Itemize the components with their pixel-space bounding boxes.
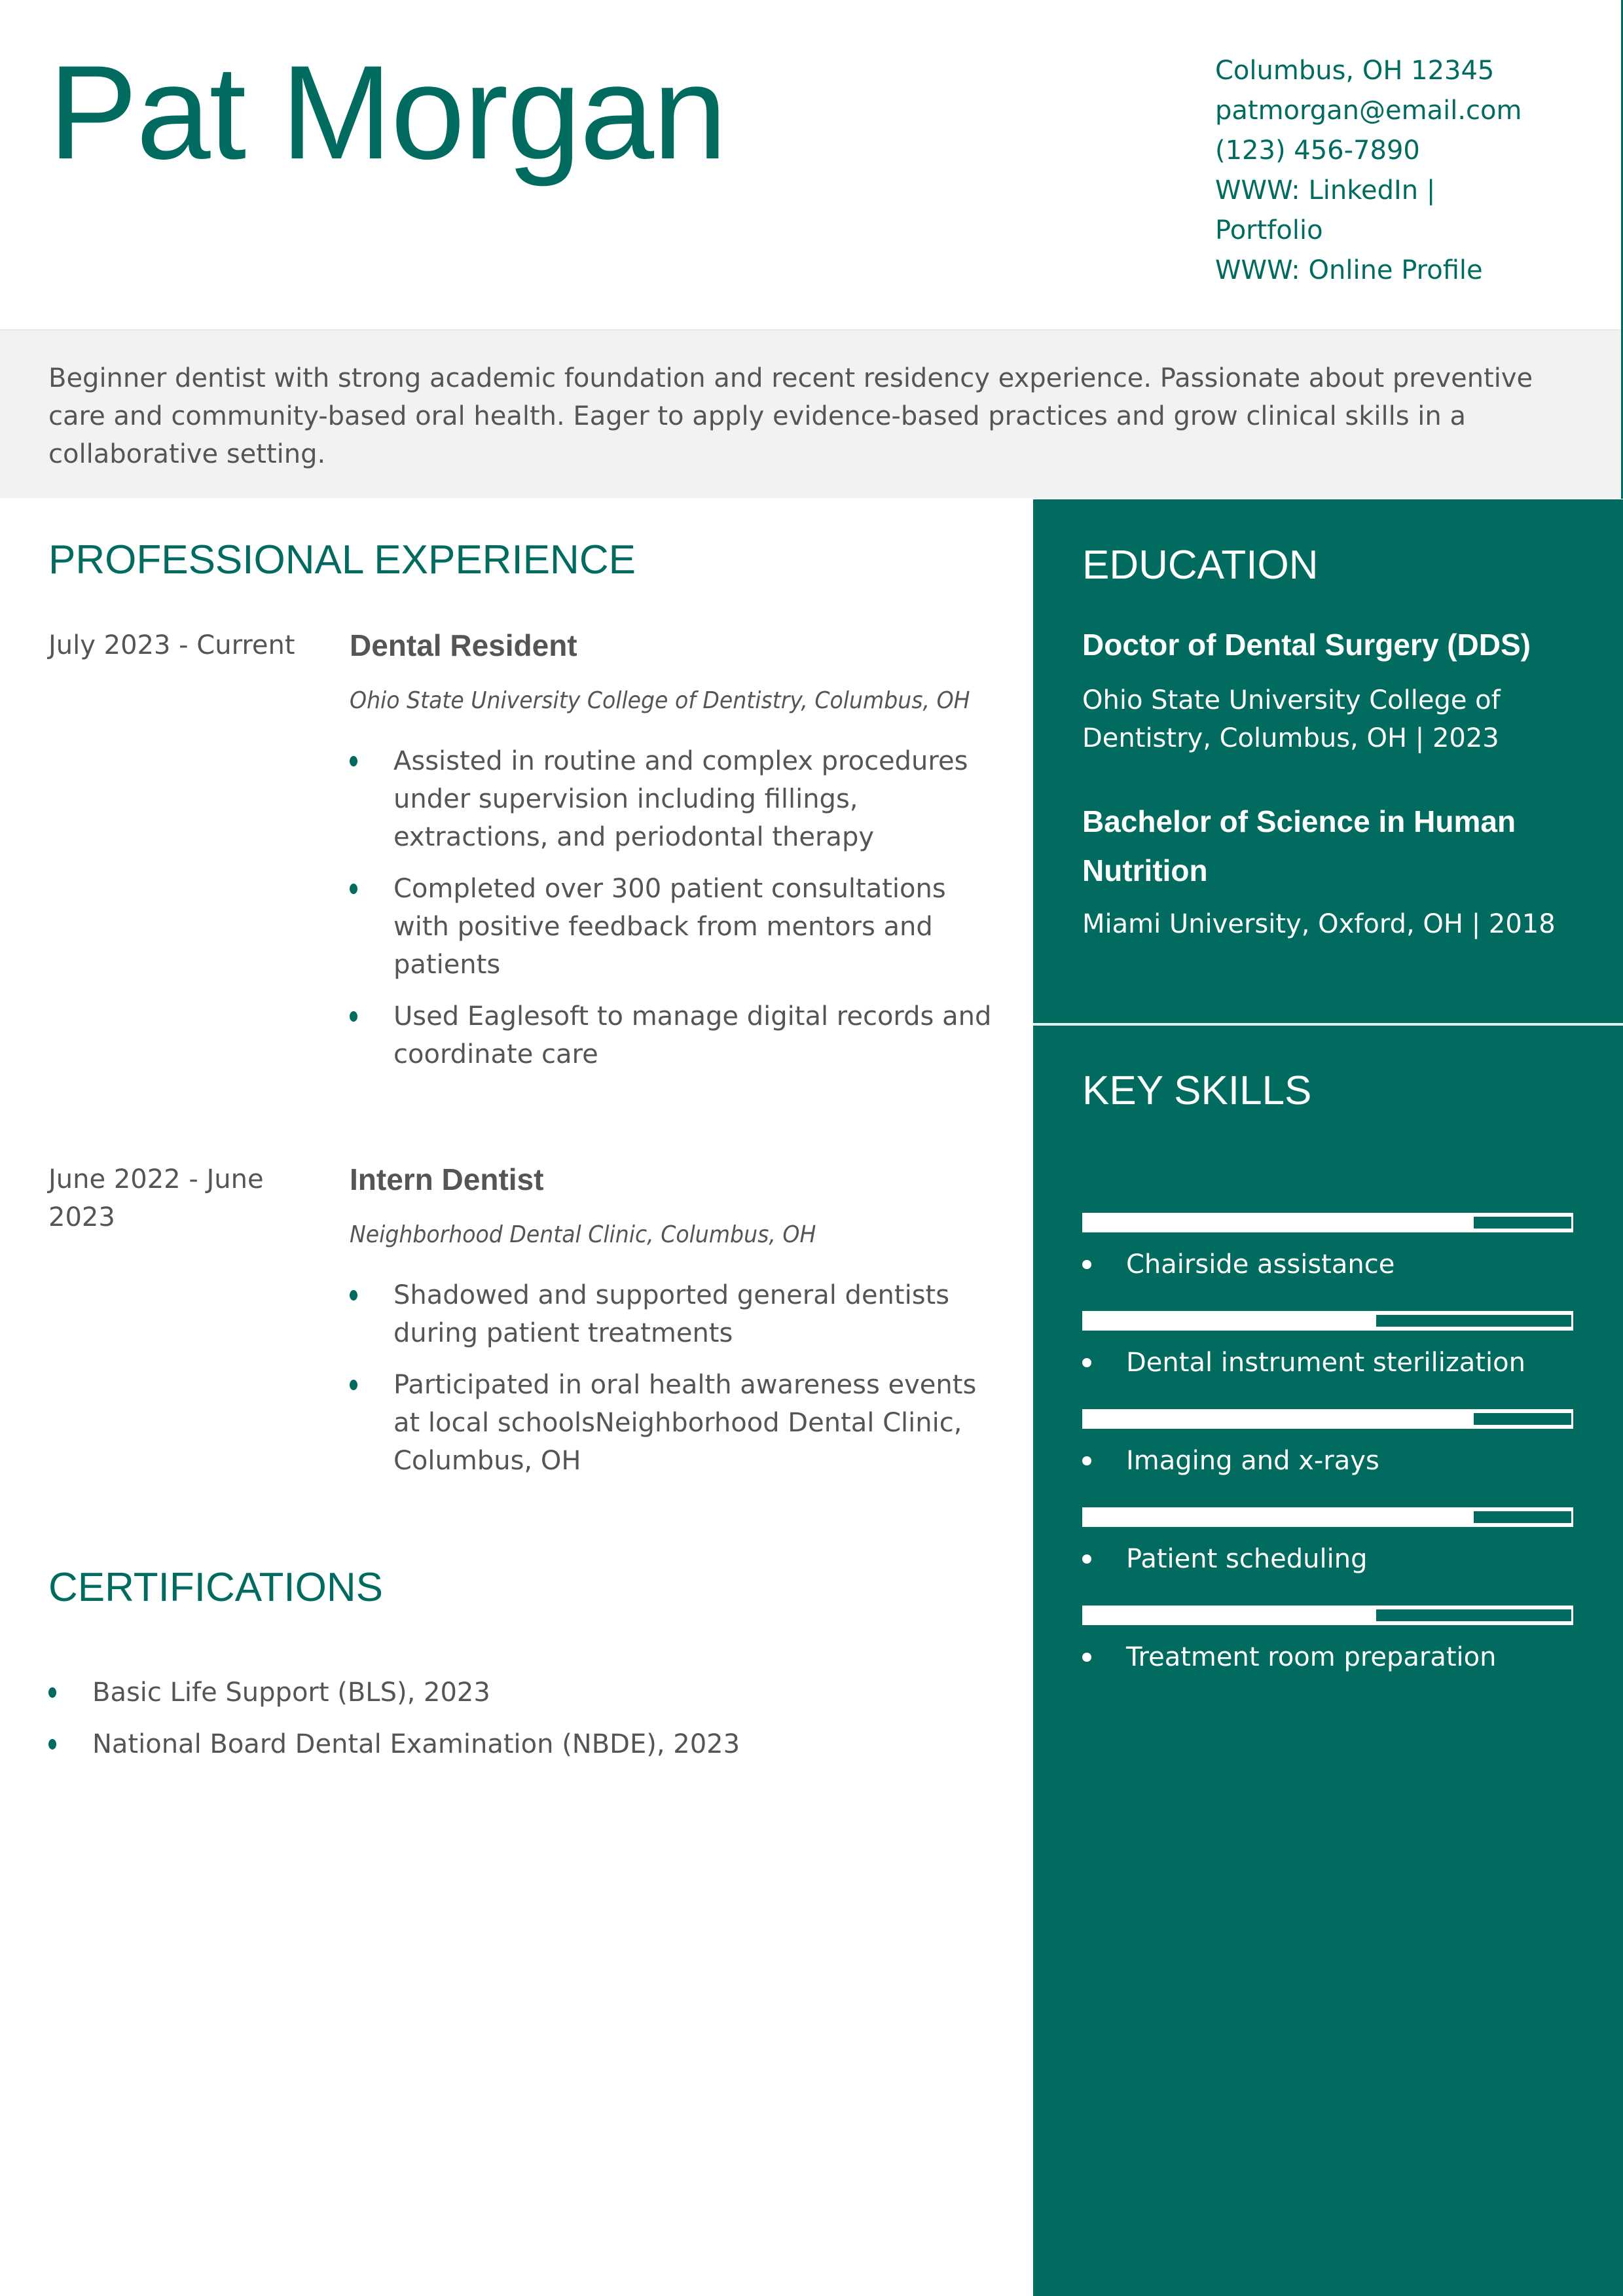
skill-level-remaining	[1376, 1315, 1571, 1327]
summary-section	[0, 329, 1621, 498]
job-organization: Neighborhood Dental Clinic, Columbus, OH	[350, 1221, 816, 1248]
bullet-icon	[350, 884, 357, 894]
job-bullet	[350, 1366, 1004, 1480]
education-degree: Bachelor of Science in Human Nutrition	[1082, 804, 1516, 888]
education-heading: EDUCATION	[1082, 543, 1319, 588]
contact-email[interactable]: patmorgan@email.com	[1215, 96, 1522, 126]
skill-name: Patient scheduling	[1126, 1544, 1368, 1574]
bullet-text: Participated in oral health awareness events at local schoolsNeighborhood Dental Clinic, Columbus, OH	[393, 1370, 977, 1477]
bullet-icon	[350, 756, 357, 766]
skills-heading: KEY SKILLS	[1082, 1068, 1312, 1113]
contact-info	[1215, 51, 1522, 291]
bullet-icon	[1082, 1554, 1091, 1564]
skill-level-remaining	[1376, 1609, 1571, 1621]
education-school: Miami University, Oxford, OH | 2018	[1082, 909, 1556, 939]
job-bullet	[350, 870, 1004, 984]
certification-text: National Board Dental Examination (NBDE), 2023	[92, 1729, 740, 1759]
bullet-icon	[350, 1011, 357, 1022]
job-role: Intern Dentist	[350, 1162, 544, 1196]
skill-item	[1082, 1638, 1623, 1676]
job-organization: Ohio State University College of Dentistry, Columbus, OH	[350, 687, 970, 714]
job-bullet	[350, 742, 1004, 856]
certification-item	[48, 1674, 965, 1712]
skill-level-remaining	[1474, 1217, 1571, 1229]
skill-level-bar	[1082, 1311, 1573, 1331]
contact-online-profile[interactable]: WWW: Online Profile	[1215, 255, 1483, 285]
bullet-text: Shadowed and supported general dentists during patient treatments	[393, 1280, 950, 1349]
bullet-icon	[1082, 1456, 1091, 1465]
bullet-icon	[1082, 1260, 1091, 1269]
bullet-icon	[350, 1380, 357, 1390]
job-bullets	[350, 1276, 1004, 1480]
certifications-heading: CERTIFICATIONS	[48, 1565, 383, 1610]
bullet-icon	[48, 1739, 56, 1749]
job-body	[350, 1160, 1004, 1494]
summary-text: Beginner dentist with strong academic foundation and recent residency experience. Passionate about preventive care and community-based oral health. Eager to apply evidence-based practices and grow clinical skills in a collaborative setting.	[48, 363, 1533, 469]
certification-text: Basic Life Support (BLS), 2023	[92, 1677, 490, 1708]
skill-item	[1082, 1246, 1623, 1283]
bullet-icon	[1082, 1653, 1091, 1662]
skill-item	[1082, 1540, 1623, 1578]
education-school: Ohio State University College of Dentistry, Columbus, OH | 2023	[1082, 685, 1501, 753]
skill-level-bar	[1082, 1213, 1573, 1232]
bullet-icon	[350, 1290, 357, 1300]
job-bullet	[350, 1276, 1004, 1352]
candidate-name: Pat Morgan	[48, 38, 726, 187]
skill-name: Imaging and x-rays	[1126, 1446, 1379, 1476]
skill-level-bar	[1082, 1409, 1573, 1429]
job-role: Dental Resident	[350, 628, 577, 662]
sidebar	[1033, 499, 1623, 2296]
skill-name: Chairside assistance	[1126, 1249, 1395, 1280]
skill-level-remaining	[1474, 1511, 1571, 1523]
job-bullets	[350, 742, 1004, 1073]
contact-links-linkedin[interactable]: WWW: LinkedIn |	[1215, 175, 1436, 206]
contact-address: Columbus, OH 12345	[1215, 56, 1495, 86]
education-degree: Doctor of Dental Surgery (DDS)	[1082, 628, 1531, 662]
job-bullet	[350, 997, 1004, 1073]
contact-phone: (123) 456-7890	[1215, 135, 1420, 166]
skill-name: Treatment room preparation	[1126, 1642, 1497, 1672]
skill-level-remaining	[1474, 1413, 1571, 1425]
skill-level-bar	[1082, 1605, 1573, 1625]
contact-links-portfolio[interactable]: Portfolio	[1215, 215, 1323, 245]
job-body	[350, 626, 1004, 1087]
skill-level-bar	[1082, 1507, 1573, 1527]
bullet-text: Assisted in routine and complex procedures under supervision including fillings, extractions, and periodontal therapy	[393, 746, 968, 853]
job-dates: June 2022 - June 2023	[48, 1164, 264, 1232]
bullet-icon	[48, 1687, 56, 1698]
bullet-icon	[1082, 1358, 1091, 1367]
skill-item	[1082, 1344, 1623, 1382]
bullet-text: Completed over 300 patient consultations with positive feedback from mentors and patients	[393, 874, 946, 980]
experience-heading: PROFESSIONAL EXPERIENCE	[48, 537, 636, 583]
skill-name: Dental instrument sterilization	[1126, 1348, 1525, 1378]
job-dates: July 2023 - Current	[48, 630, 295, 660]
skill-item	[1082, 1442, 1623, 1480]
certifications-list	[48, 1674, 965, 1777]
certification-item	[48, 1725, 965, 1763]
sidebar-divider	[1033, 1023, 1623, 1026]
bullet-text: Used Eaglesoft to manage digital records and coordinate care	[393, 1001, 992, 1070]
